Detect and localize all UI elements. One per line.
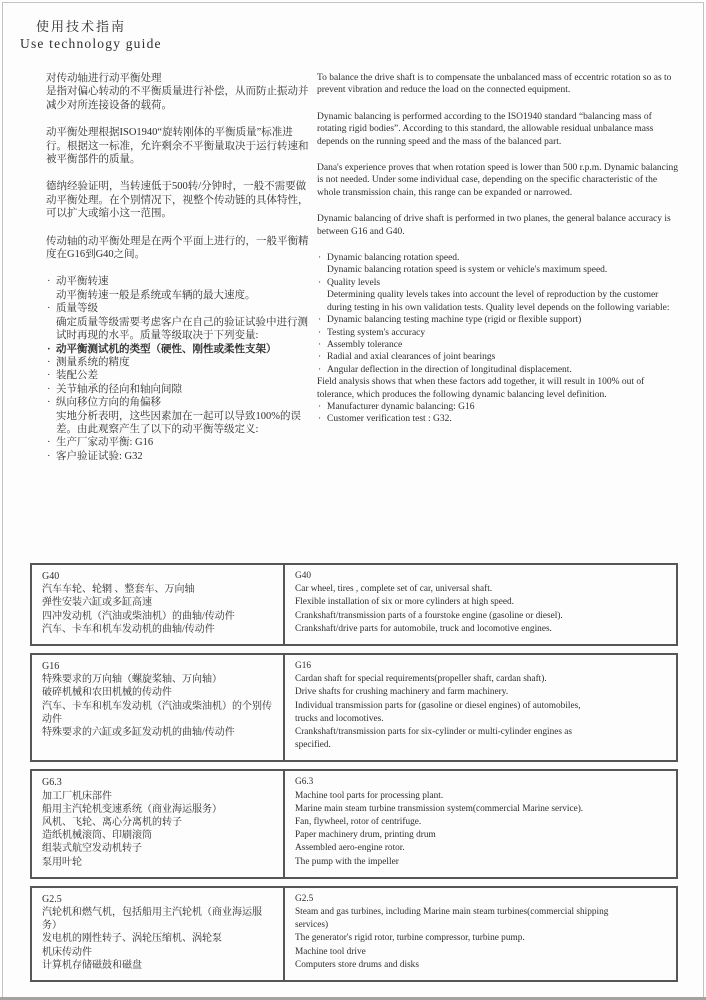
bullet-dot: · (318, 364, 322, 375)
table-text-line: 汽车车轮、轮辋 、整套车、万向轴 (42, 584, 195, 596)
table-text-line: Fan, flywheel, rotor of centrifuge. (295, 817, 422, 828)
body-column-chinese (46, 72, 312, 477)
table-text-line: 四冲发动机（汽油或柴油机）的曲轴/传动件 (42, 610, 235, 622)
table-text-line: 破碎机械和农田机械的传动件 (42, 687, 172, 699)
bullet-item: · Customer verification test : G32. (318, 414, 452, 425)
text-line: Dynamic balancing is performed according to the ISO1940 standard “balancing mass of rotating rigid bodies”. According to this standard, the allowable residual unbalance mass depends on the running speed and the mass of the balanced part. (317, 111, 654, 147)
table-text-line: Marine main steam turbine transmission system(commercial Marine service). (295, 803, 584, 814)
paragraph (317, 162, 679, 199)
table-text-line: 组装式航空发动机转子 (42, 843, 142, 855)
text-line: Dana's experience proves that when rotation speed is lower than 500 r.p.m. Dynamic balancing is not needed. Under some individual case, depending on the specific characteristic of the whole transmission chain, this range can be expanded or narrowed. (317, 163, 679, 198)
page-title-chinese: 使用技术指南 (36, 19, 127, 34)
table-text-line: 机床传动件 (42, 946, 92, 958)
bullet-item: · 客户验证试验: G32 (47, 450, 143, 462)
bullet-dot: · (318, 327, 322, 338)
paragraph (46, 275, 312, 463)
table-text-line: G6.3 (295, 777, 314, 788)
bullet-item: · Testing system's accuracy (318, 327, 426, 338)
bullet-dot: · (47, 343, 51, 355)
paragraph (46, 235, 312, 262)
bullet-item: · Quality levels (318, 277, 381, 288)
table-text-line: Cardan shaft for special requirements(propeller shaft, cardan shaft). (295, 674, 547, 685)
bullet-dot: · (318, 352, 322, 363)
text-line: 传动轴的动平衡处理是在两个平面上进行的，一般平衡精度在G16到G40之间。 (46, 235, 309, 261)
bullet-dot: · (47, 397, 51, 409)
table-text-line: Computers store drums and disks (295, 959, 419, 970)
grade-cell-chinese (32, 888, 285, 980)
table-text-line: G2.5 (42, 893, 62, 905)
bullet-dot: · (47, 303, 51, 315)
table-text-line: 泵用叶轮 (42, 856, 82, 868)
paragraph (317, 213, 679, 238)
table-text-line: 发电机的刚性转子、涡轮压缩机、涡轮泵 (42, 933, 222, 945)
table-text-line: The generator's rigid rotor, turbine compressor, turbine pump. (295, 933, 525, 944)
balance-grade-table (30, 563, 678, 989)
text-line: 确定质量等级需要考虑客户在自己的验证试验中进行测试时再现的水平。质量等级取决于下列变量: (56, 316, 308, 342)
bullet-item: · 关节轴承的径向和轴向间隙 (47, 383, 182, 395)
paragraph (46, 126, 312, 166)
bullet-dot: · (47, 437, 51, 449)
table-text-line: Drive shafts for crushing machinery and farm machinery. (295, 687, 509, 698)
bullet-dot: · (47, 450, 51, 462)
bullet-item: · Dynamic balancing testing machine type (rigid or flexible support) (318, 315, 582, 326)
grade-row-G6.3 (30, 769, 678, 878)
table-text-line: G16 (295, 661, 312, 672)
paragraph (317, 111, 679, 148)
grade-row-G2.5 (30, 886, 678, 982)
bullet-item: · Assembly tolerance (318, 339, 403, 350)
table-text-line: Car wheel, tires , complete set of car, universal shaft. (295, 584, 493, 595)
bullet-item: · 生产厂家动平衡: G16 (47, 437, 154, 449)
bullet-dot: · (47, 370, 51, 382)
table-text-line: 特殊要求的万向轴（螺旋桨轴、万向轴） (42, 674, 222, 686)
table-text-line: Assembled aero-engine rotor. (295, 843, 405, 854)
table-text-line: Machine tool drive (295, 946, 366, 957)
grade-cell-english (285, 655, 676, 760)
bullet-item: · 纵向移位方向的角偏移 (47, 397, 161, 409)
text-line: Determining quality levels takes into account the level of reproduction by the customer during testing in his own validation tests. Quality level depends on the following variable: (327, 290, 670, 313)
table-text-line: Paper machinery drum, printing drum (295, 830, 436, 841)
table-text-line: G16 (42, 661, 60, 673)
table-text-line: The pump with the impeller (295, 856, 399, 867)
text-line: Dynamic balancing rotation speed is system or vehicle's maximum speed. (327, 265, 608, 276)
bullet-dot: · (318, 315, 322, 326)
table-text-line: services) (295, 920, 329, 931)
table-text-line: specified. (295, 740, 331, 751)
paragraph (46, 180, 312, 220)
paragraph (317, 252, 679, 426)
table-text-line: G6.3 (42, 777, 62, 789)
text-line: 对传动轴进行动平衡处理 (46, 73, 162, 84)
grade-cell-chinese (32, 565, 285, 644)
bullet-dot: · (47, 383, 51, 395)
text-line: 动平衡处理根据ISO1940“旋转刚体的平衡质量”标准进行。根据这一标准，允许剩余不平衡量取决于运行转速和被平衡部件的质量。 (46, 127, 309, 166)
text-line: Dynamic balancing of drive shaft is performed in two planes, the general balance accuracy is between G16 and G40. (317, 214, 671, 237)
grade-row-G16 (30, 653, 678, 762)
table-text-line: Crankshaft/transmission parts for six-cylinder or multi-cylinder engines as (295, 727, 573, 738)
table-text-line: 汽车、卡车和机车发动机的曲轴/传动件 (42, 623, 215, 635)
table-text-line: 特殊要求的六缸或多缸发动机的曲轴/传动件 (42, 727, 235, 739)
text-line: 德纳经验证明，当转速低于500转/分钟时，一般不需要做动平衡处理。在个别情况下，视整个传动链的具体特性，可以扩大或缩小这一范围。 (46, 181, 309, 220)
bullet-item: · Manufacturer dynamic balancing: G16 (318, 401, 475, 412)
text-line: 动平衡转速一般是系统或车辆的最大速度。 (56, 289, 256, 301)
grade-cell-chinese (32, 771, 285, 876)
body-column-english (317, 72, 679, 440)
table-text-line: 风机、飞轮、离心分离机的转子 (42, 817, 182, 829)
bullet-dot: · (47, 276, 51, 288)
bullet-dot: · (318, 253, 322, 264)
table-text-line: G2.5 (295, 893, 314, 904)
bullet-item: · 质量等级 (47, 303, 98, 315)
text-line: 是指对偏心转动的不平衡质量进行补偿，从而防止振动并减少对所连接设备的载荷。 (46, 86, 309, 111)
table-text-line: 加工厂机床部件 (42, 790, 112, 802)
table-text-line: trucks and locomotives. (295, 713, 384, 724)
bullet-dot: · (318, 414, 322, 425)
bullet-item: · Angular deflection in the direction of longitudinal displacement. (318, 364, 572, 375)
grade-cell-english (285, 565, 676, 644)
table-text-line: 船用主汽轮机变速系统（商业海运服务） (42, 803, 222, 815)
page-title-english: Use technology guide (20, 36, 162, 51)
text-line: 实地分析表明，这些因素加在一起可以导致100%的误差。由此观察产生了以下的动平衡等级定义: (56, 410, 301, 435)
text-line: Field analysis shows that when these factors add together, it will result in 100% out of tolerance, which produces the following dynamic balancing level definition. (317, 377, 645, 400)
table-text-line: Crankshaft/drive parts for automobile, truck and locomotive engines. (295, 623, 552, 634)
table-text-line: 弹性安装六缸或多缸高速 (42, 597, 152, 609)
grade-cell-english (285, 771, 676, 876)
table-text-line: G40 (295, 571, 312, 581)
bullet-item: · 测量系统的精度 (47, 356, 130, 368)
bullet-dot: · (318, 277, 322, 288)
paragraph (46, 72, 312, 112)
paragraph (317, 72, 679, 97)
bullet-item: · 装配公差 (47, 370, 98, 382)
bullet-item: · 动平衡测试机的类型（硬性、刚性或柔性支架） (47, 343, 277, 355)
table-text-line: Steam and gas turbines, including Marine main steam turbines(commercial shipping (295, 907, 609, 918)
table-text-line: 汽轮机和燃气机，包括船用主汽轮机（商业海运服务） (42, 907, 262, 932)
table-text-line: Crankshaft/transmission parts of a fourstoke engine (gasoline or diesel). (295, 610, 563, 621)
table-text-line: G40 (42, 571, 60, 582)
table-text-line: Individual transmission parts for (gasoline or diesel engines) of automobiles, (295, 700, 581, 711)
bullet-item: · 动平衡转速 (47, 276, 109, 288)
table-text-line: 汽车、卡车和机车发动机（汽油或柴油机）的个别传动件 (42, 700, 272, 725)
text-line: To balance the drive shaft is to compensate the unbalanced mass of eccentric rotation so as to prevent vibration and reduce the load on the connected equipment. (317, 73, 672, 96)
grade-cell-english (285, 888, 676, 980)
table-text-line: Flexible installation of six or more cylinders at high speed. (295, 597, 514, 608)
bullet-dot: · (47, 356, 51, 368)
grade-row-G40 (30, 563, 678, 646)
table-text-line: 造纸机械滚筒、印刷滚筒 (42, 830, 152, 842)
table-text-line: 计算机存储磁鼓和磁盘 (42, 959, 142, 971)
bullet-item: · Radial and axial clearances of joint bearings (318, 352, 496, 363)
bullet-dot: · (318, 339, 322, 350)
bullet-item: · Dynamic balancing rotation speed. (318, 253, 460, 264)
table-text-line: Machine tool parts for processing plant. (295, 790, 444, 801)
grade-cell-chinese (32, 655, 285, 760)
bullet-dot: · (318, 401, 322, 412)
